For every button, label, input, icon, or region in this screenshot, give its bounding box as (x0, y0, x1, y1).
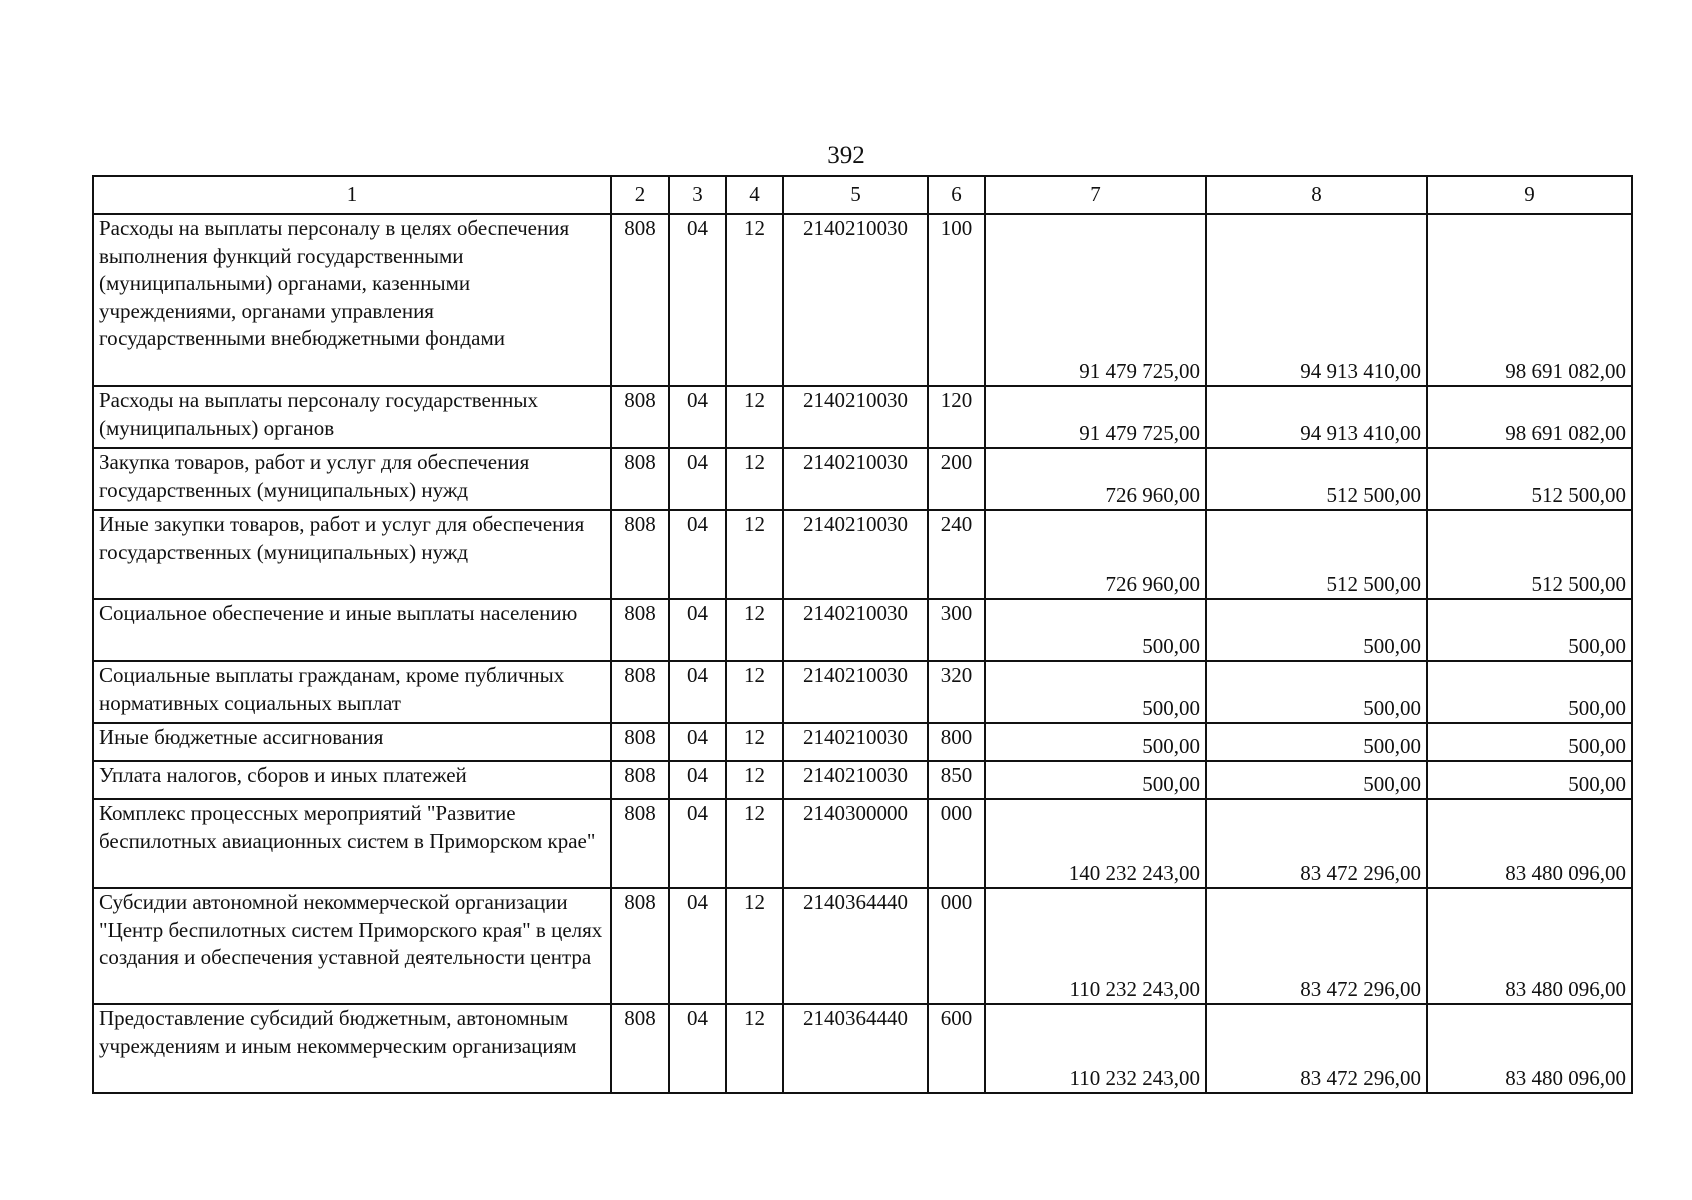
row-name: Предоставление субсидий бюджетным, автономным учреждениям и иным некоммерческим организациям (93, 1004, 611, 1093)
ministry-code: 808 (611, 723, 669, 761)
row-name: Иные бюджетные ассигнования (93, 723, 611, 761)
expense-type-code: 200 (928, 448, 985, 510)
amount-col-8: 500,00 (1206, 661, 1427, 723)
expense-type-code: 100 (928, 214, 985, 386)
amount-col-9: 500,00 (1427, 599, 1632, 661)
expense-type-code: 000 (928, 888, 985, 1004)
table-row (93, 799, 1632, 888)
header-cell: 5 (783, 176, 928, 214)
header-cell: 3 (669, 176, 726, 214)
table-row (93, 510, 1632, 599)
table-row (93, 386, 1632, 448)
table-row (93, 448, 1632, 510)
header-cell: 8 (1206, 176, 1427, 214)
expense-type-code: 120 (928, 386, 985, 448)
amount-col-8: 500,00 (1206, 723, 1427, 761)
amount-col-8: 83 472 296,00 (1206, 799, 1427, 888)
section-code: 04 (669, 599, 726, 661)
row-name: Уплата налогов, сборов и иных платежей (93, 761, 611, 799)
header-cell: 4 (726, 176, 783, 214)
row-name: Расходы на выплаты персоналу в целях обеспечения выполнения функций государственными (муниципальными) органами, казенными учреждениями, органами управления государственными внебюджетными фондами (93, 214, 611, 386)
header-cell: 9 (1427, 176, 1632, 214)
ministry-code: 808 (611, 1004, 669, 1093)
amount-col-7: 726 960,00 (985, 510, 1206, 599)
target-article-code: 2140210030 (783, 510, 928, 599)
amount-col-9: 500,00 (1427, 761, 1632, 799)
row-name: Субсидии автономной некоммерческой организации "Центр беспилотных систем Приморского края" в целях создания и обеспечения уставной деятельности центра (93, 888, 611, 1004)
table-header-row (93, 176, 1632, 214)
amount-col-8: 94 913 410,00 (1206, 386, 1427, 448)
target-article-code: 2140210030 (783, 599, 928, 661)
ministry-code: 808 (611, 510, 669, 599)
subsection-code: 12 (726, 888, 783, 1004)
amount-col-7: 140 232 243,00 (985, 799, 1206, 888)
amount-col-9: 83 480 096,00 (1427, 1004, 1632, 1093)
table-row (93, 761, 1632, 799)
ministry-code: 808 (611, 599, 669, 661)
table-row (93, 1004, 1632, 1093)
table-row (93, 661, 1632, 723)
amount-col-7: 500,00 (985, 761, 1206, 799)
section-code: 04 (669, 799, 726, 888)
budget-table (92, 175, 1633, 1094)
table-row (93, 599, 1632, 661)
header-cell: 1 (93, 176, 611, 214)
section-code: 04 (669, 510, 726, 599)
header-cell: 7 (985, 176, 1206, 214)
target-article-code: 2140210030 (783, 214, 928, 386)
row-name: Расходы на выплаты персоналу государственных (муниципальных) органов (93, 386, 611, 448)
amount-col-9: 500,00 (1427, 723, 1632, 761)
ministry-code: 808 (611, 799, 669, 888)
header-cell: 6 (928, 176, 985, 214)
table-row (93, 888, 1632, 1004)
table-row (93, 723, 1632, 761)
section-code: 04 (669, 1004, 726, 1093)
section-code: 04 (669, 448, 726, 510)
subsection-code: 12 (726, 214, 783, 386)
subsection-code: 12 (726, 599, 783, 661)
ministry-code: 808 (611, 661, 669, 723)
row-name: Иные закупки товаров, работ и услуг для обеспечения государственных (муниципальных) нужд (93, 510, 611, 599)
amount-col-9: 83 480 096,00 (1427, 799, 1632, 888)
amount-col-8: 500,00 (1206, 599, 1427, 661)
row-name: Социальные выплаты гражданам, кроме публичных нормативных социальных выплат (93, 661, 611, 723)
row-name: Комплекс процессных мероприятий "Развитие беспилотных авиационных систем в Приморском крае" (93, 799, 611, 888)
amount-col-7: 110 232 243,00 (985, 888, 1206, 1004)
target-article-code: 2140210030 (783, 386, 928, 448)
target-article-code: 2140300000 (783, 799, 928, 888)
target-article-code: 2140210030 (783, 661, 928, 723)
ministry-code: 808 (611, 888, 669, 1004)
amount-col-7: 500,00 (985, 599, 1206, 661)
ministry-code: 808 (611, 386, 669, 448)
expense-type-code: 320 (928, 661, 985, 723)
amount-col-8: 512 500,00 (1206, 510, 1427, 599)
section-code: 04 (669, 888, 726, 1004)
amount-col-9: 512 500,00 (1427, 510, 1632, 599)
expense-type-code: 850 (928, 761, 985, 799)
amount-col-7: 500,00 (985, 661, 1206, 723)
row-name: Социальное обеспечение и иные выплаты населению (93, 599, 611, 661)
header-cell: 2 (611, 176, 669, 214)
section-code: 04 (669, 661, 726, 723)
amount-col-8: 94 913 410,00 (1206, 214, 1427, 386)
subsection-code: 12 (726, 1004, 783, 1093)
subsection-code: 12 (726, 510, 783, 599)
amount-col-9: 512 500,00 (1427, 448, 1632, 510)
page-number: 392 (827, 142, 865, 169)
section-code: 04 (669, 761, 726, 799)
amount-col-8: 500,00 (1206, 761, 1427, 799)
expense-type-code: 800 (928, 723, 985, 761)
table-row (93, 214, 1632, 386)
expense-type-code: 000 (928, 799, 985, 888)
section-code: 04 (669, 386, 726, 448)
subsection-code: 12 (726, 723, 783, 761)
amount-col-8: 512 500,00 (1206, 448, 1427, 510)
subsection-code: 12 (726, 661, 783, 723)
expense-type-code: 600 (928, 1004, 985, 1093)
subsection-code: 12 (726, 761, 783, 799)
amount-col-7: 91 479 725,00 (985, 214, 1206, 386)
expense-type-code: 300 (928, 599, 985, 661)
row-name: Закупка товаров, работ и услуг для обеспечения государственных (муниципальных) нужд (93, 448, 611, 510)
amount-col-9: 98 691 082,00 (1427, 386, 1632, 448)
amount-col-7: 91 479 725,00 (985, 386, 1206, 448)
amount-col-9: 83 480 096,00 (1427, 888, 1632, 1004)
amount-col-9: 500,00 (1427, 661, 1632, 723)
expense-type-code: 240 (928, 510, 985, 599)
amount-col-8: 83 472 296,00 (1206, 1004, 1427, 1093)
target-article-code: 2140210030 (783, 448, 928, 510)
section-code: 04 (669, 723, 726, 761)
amount-col-7: 500,00 (985, 723, 1206, 761)
ministry-code: 808 (611, 448, 669, 510)
subsection-code: 12 (726, 386, 783, 448)
amount-col-8: 83 472 296,00 (1206, 888, 1427, 1004)
ministry-code: 808 (611, 761, 669, 799)
amount-col-9: 98 691 082,00 (1427, 214, 1632, 386)
target-article-code: 2140210030 (783, 723, 928, 761)
amount-col-7: 726 960,00 (985, 448, 1206, 510)
target-article-code: 2140210030 (783, 761, 928, 799)
section-code: 04 (669, 214, 726, 386)
ministry-code: 808 (611, 214, 669, 386)
subsection-code: 12 (726, 448, 783, 510)
target-article-code: 2140364440 (783, 888, 928, 1004)
amount-col-7: 110 232 243,00 (985, 1004, 1206, 1093)
target-article-code: 2140364440 (783, 1004, 928, 1093)
subsection-code: 12 (726, 799, 783, 888)
